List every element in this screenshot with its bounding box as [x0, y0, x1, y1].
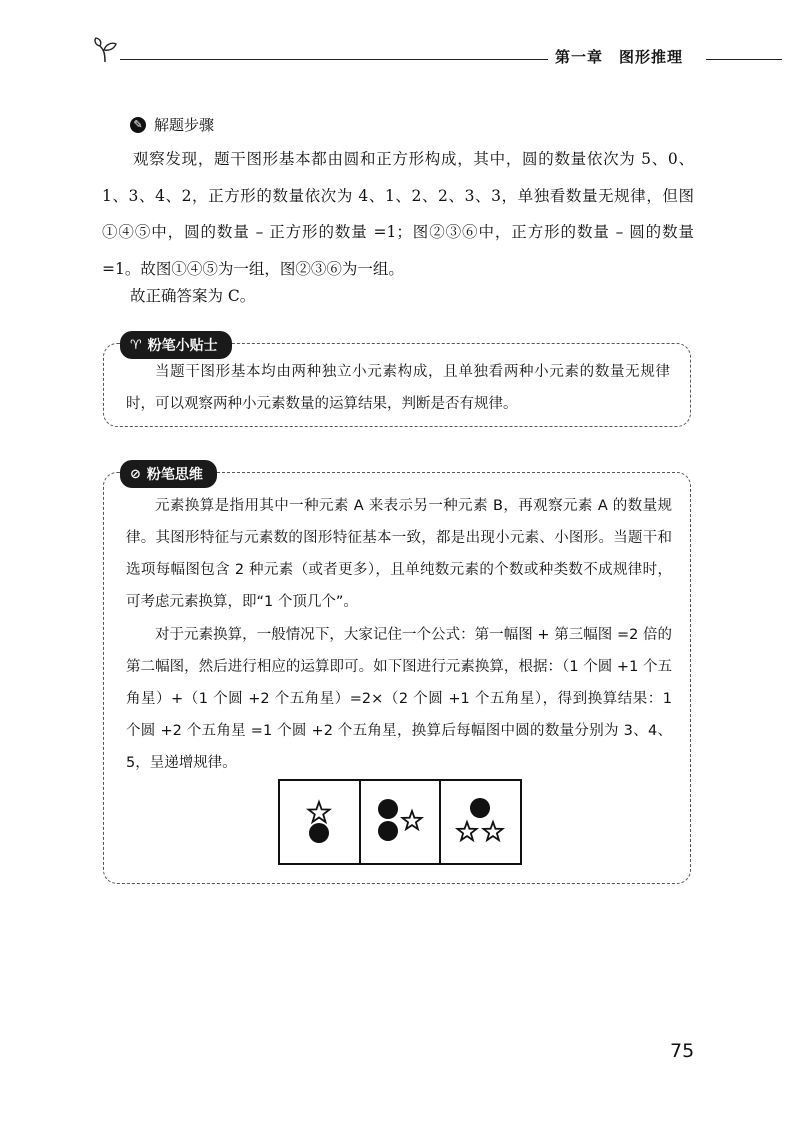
think-box-paragraph-1: 元素换算是指用其中一种元素 A 来表示另一种元素 B，再观察元素 A 的数量规律。其图形特征与元素数的图形特征基本一致，都是出现小元素、小图形。当题干和选项每幅图包含 2 种元素（或者更多），且单纯数元素的个数或种类数不成规律时，可考虑元素换算，即“1 个顶几个”。	[126, 498, 672, 610]
star-icon	[484, 822, 503, 840]
think-box-paragraph-2: 对于元素换算，一般情况下，大家记住一个公式：第一幅图 + 第三幅图 =2 倍的第二幅图，然后进行相应的运算即可。如下图进行元素换算，根据：（1 个圆 +1 个五角星）+（1 个圆 +2 个五角星）=2×（2 个圆 +1 个五角星），得到换算结果：1 个圆 +2 个五角星 =1 个圆 +2 个五角星，换算后每幅图中圆的数量分别为 3、4、5，呈递增规律。	[126, 627, 672, 771]
no-icon: ⊘	[130, 466, 141, 482]
star-icon	[309, 802, 330, 822]
star-icon	[458, 822, 477, 840]
tip-box-tab	[120, 331, 232, 359]
step-marker-icon: ✎	[130, 117, 146, 133]
circle-icon	[378, 821, 398, 841]
circle-icon	[470, 798, 490, 818]
element-conversion-figure	[278, 779, 522, 865]
figure-cell-3	[439, 781, 520, 863]
star-icon	[402, 811, 421, 829]
think-box-title: 粉笔思维	[146, 467, 203, 483]
sprout-icon: ♈	[130, 337, 142, 353]
header-rule-right	[706, 59, 782, 60]
page-number: 75	[670, 1040, 695, 1062]
figure-cell-1	[280, 781, 359, 863]
sprout-icon	[92, 36, 122, 66]
tip-box-text: 当题干图形基本均由两种独立小元素构成，且单独看两种小元素的数量无规律时，可以观察两种小元素数量的运算结果，判断是否有规律。	[126, 364, 670, 412]
solution-conclusion: 故正确答案为 C。	[130, 287, 256, 305]
circle-icon	[309, 823, 329, 843]
figure-cell-2	[359, 781, 440, 863]
tip-box-title: 粉笔小贴士	[147, 338, 218, 354]
solution-heading	[130, 114, 214, 135]
chapter-title: 第一章 图形推理	[555, 48, 684, 66]
circle-icon	[378, 799, 398, 819]
header-rule-left	[120, 59, 548, 60]
think-box-tab	[120, 460, 217, 488]
solution-title: 解题步骤	[154, 116, 215, 134]
tip-box	[103, 337, 691, 427]
solution-paragraph: 观察发现，题干图形基本都由圆和正方形构成，其中，圆的数量依次为 5、0、1、3、4、2，正方形的数量依次为 4、1、2、2、3、3，单独看数量无规律，但图①④⑤中，圆的数量 – 正方形的数量 =1；图②③⑥中，正方形的数量 – 圆的数量 =1。故图①④⑤为一组，图②③⑥为一组。	[102, 150, 694, 278]
page-header	[92, 36, 782, 76]
